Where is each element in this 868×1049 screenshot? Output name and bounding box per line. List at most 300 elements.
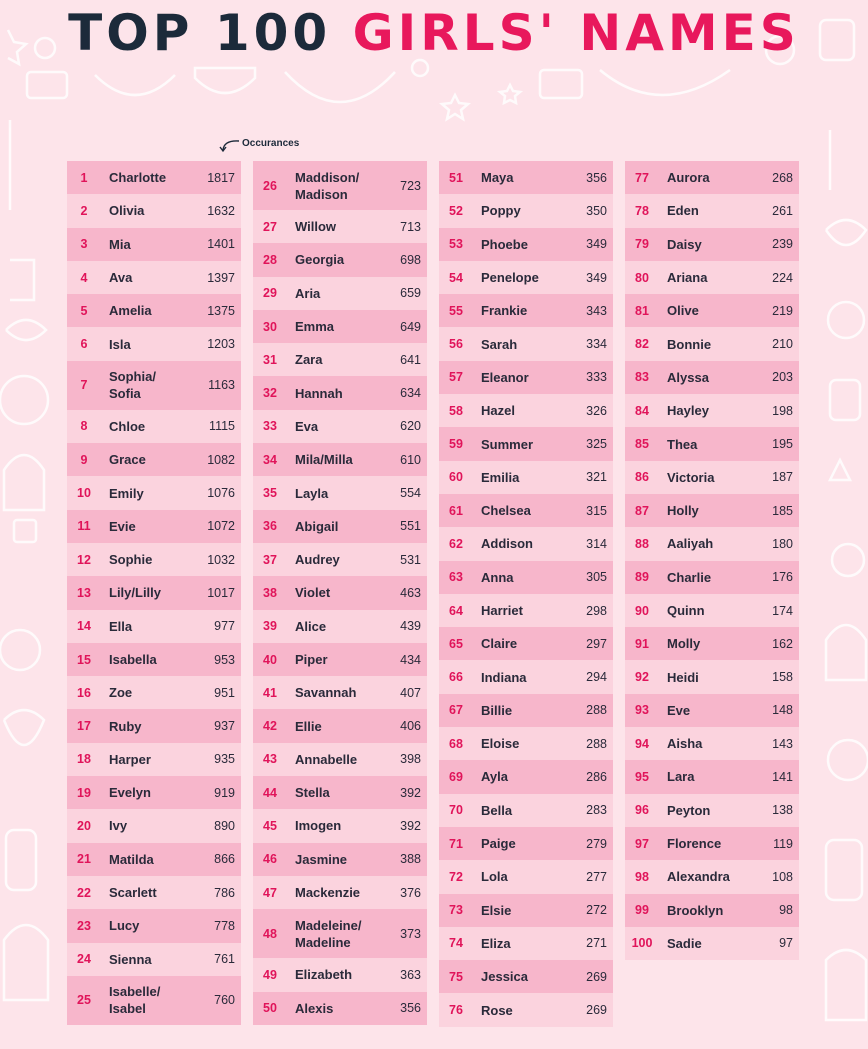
occurrence-count: 649 bbox=[400, 319, 421, 334]
name-row bbox=[439, 860, 613, 893]
girl-name: Ellie bbox=[295, 718, 322, 734]
girl-name: Lara bbox=[667, 769, 695, 785]
name-row bbox=[625, 794, 799, 827]
girl-name: Aurora bbox=[667, 170, 710, 186]
rank-number: 69 bbox=[449, 769, 463, 784]
rank-number: 85 bbox=[635, 437, 649, 452]
girl-name: Aisha bbox=[667, 736, 703, 752]
rank-number: 71 bbox=[449, 836, 463, 851]
name-row bbox=[67, 943, 241, 976]
occurrence-count: 1632 bbox=[207, 203, 235, 218]
occurrence-count: 531 bbox=[400, 552, 421, 567]
name-row bbox=[67, 228, 241, 261]
occurrence-count: 1076 bbox=[207, 486, 235, 501]
occurrence-count: 333 bbox=[586, 370, 607, 385]
occurrence-count: 376 bbox=[400, 885, 421, 900]
rank-number: 74 bbox=[449, 936, 463, 951]
name-row bbox=[253, 676, 427, 709]
page-title bbox=[0, 0, 868, 70]
girl-name: Zoe bbox=[109, 685, 133, 701]
girl-name: Grace bbox=[109, 452, 146, 468]
occurrence-count: 97 bbox=[779, 936, 793, 951]
girl-name: Alexis bbox=[295, 1000, 334, 1016]
girl-name: Claire bbox=[481, 636, 518, 652]
girl-name: Paige bbox=[481, 836, 516, 852]
rank-number: 93 bbox=[635, 703, 649, 718]
rank-number: 3 bbox=[80, 237, 88, 252]
girl-name: Georgia bbox=[295, 252, 345, 268]
rank-number: 32 bbox=[263, 386, 277, 401]
name-row bbox=[253, 243, 427, 276]
name-row bbox=[253, 343, 427, 376]
girl-name: Harper bbox=[109, 751, 151, 767]
name-row bbox=[439, 161, 613, 194]
name-row bbox=[439, 894, 613, 927]
occurrence-count: 180 bbox=[772, 536, 793, 551]
girl-name: Emily bbox=[109, 485, 144, 501]
occurrence-count: 185 bbox=[772, 503, 793, 518]
name-row bbox=[625, 361, 799, 394]
occurrence-count: 286 bbox=[586, 769, 607, 784]
rank-number: 52 bbox=[449, 203, 463, 218]
girl-name: Isla bbox=[109, 336, 131, 352]
girl-name: Piper bbox=[295, 652, 328, 667]
girl-name: Isabelle/ Isabel bbox=[109, 984, 161, 1017]
girl-name: Ella bbox=[109, 618, 133, 634]
girl-name: Layla bbox=[295, 485, 329, 501]
rank-number: 70 bbox=[449, 803, 463, 818]
name-row bbox=[625, 827, 799, 860]
name-row bbox=[67, 294, 241, 327]
girl-name: Quinn bbox=[667, 603, 705, 618]
rank-number: 11 bbox=[77, 519, 91, 534]
occurrence-count: 349 bbox=[586, 237, 607, 252]
girl-name: Jasmine bbox=[295, 851, 348, 867]
girl-name: Thea bbox=[667, 436, 698, 452]
name-row bbox=[625, 561, 799, 594]
girl-name: Chloe bbox=[109, 418, 146, 434]
occurrence-count: 1401 bbox=[207, 237, 235, 252]
occurrence-count: 98 bbox=[779, 903, 793, 918]
name-row bbox=[625, 294, 799, 327]
rank-number: 25 bbox=[77, 993, 91, 1008]
rank-number: 31 bbox=[263, 352, 277, 367]
rank-number: 81 bbox=[635, 303, 649, 318]
occurrence-count: 786 bbox=[214, 885, 235, 900]
name-row bbox=[67, 909, 241, 942]
girl-name: Eve bbox=[667, 702, 691, 718]
rank-number: 88 bbox=[635, 536, 649, 551]
name-row bbox=[439, 660, 613, 693]
girl-name: Sarah bbox=[481, 336, 518, 352]
name-row bbox=[67, 410, 241, 443]
occurrence-count: 398 bbox=[400, 752, 421, 767]
name-row bbox=[625, 594, 799, 627]
rank-number: 83 bbox=[635, 370, 649, 385]
girl-name: Evie bbox=[109, 518, 136, 534]
rank-number: 84 bbox=[635, 403, 649, 418]
girl-name: Rose bbox=[481, 1002, 513, 1018]
rank-number: 42 bbox=[263, 719, 277, 734]
girl-name: Charlie bbox=[667, 569, 712, 585]
name-row bbox=[253, 809, 427, 842]
girl-name: Summer bbox=[481, 436, 534, 452]
girl-name: Mila/Milla bbox=[295, 452, 353, 468]
name-row bbox=[253, 310, 427, 343]
rank-number: 37 bbox=[263, 552, 277, 567]
rank-number: 77 bbox=[635, 170, 649, 185]
occurrence-count: 343 bbox=[586, 303, 607, 318]
rank-number: 75 bbox=[449, 969, 463, 984]
occurrence-count: 760 bbox=[214, 993, 235, 1008]
rank-number: 18 bbox=[77, 752, 91, 767]
occurrence-count: 195 bbox=[772, 437, 793, 452]
occurrence-count: 551 bbox=[400, 519, 421, 534]
names-column-3 bbox=[439, 161, 613, 1027]
name-row bbox=[625, 627, 799, 660]
name-row bbox=[253, 610, 427, 643]
occurrence-count: 698 bbox=[400, 252, 421, 267]
name-row bbox=[439, 594, 613, 627]
names-column-4 bbox=[625, 161, 799, 960]
rank-number: 22 bbox=[77, 885, 91, 900]
name-row bbox=[67, 809, 241, 842]
name-row bbox=[625, 161, 799, 194]
occurrence-count: 288 bbox=[586, 703, 607, 718]
girl-name: Anna bbox=[481, 569, 514, 585]
occurrence-count: 1817 bbox=[207, 170, 235, 185]
name-row bbox=[67, 161, 241, 194]
occurrence-count: 953 bbox=[214, 652, 235, 667]
rank-number: 39 bbox=[263, 619, 277, 634]
rank-number: 14 bbox=[77, 619, 91, 634]
rank-number: 53 bbox=[449, 237, 463, 252]
rank-number: 54 bbox=[449, 270, 463, 285]
occurrence-count: 203 bbox=[772, 370, 793, 385]
rank-number: 56 bbox=[449, 337, 463, 352]
name-row bbox=[253, 958, 427, 991]
occurrence-count: 198 bbox=[772, 403, 793, 418]
occurrence-count: 224 bbox=[772, 270, 793, 285]
occurrence-count: 334 bbox=[586, 337, 607, 352]
name-row bbox=[67, 476, 241, 509]
rank-number: 76 bbox=[449, 1003, 463, 1018]
name-row bbox=[439, 827, 613, 860]
occurrence-count: 641 bbox=[400, 352, 421, 367]
name-row bbox=[439, 927, 613, 960]
girl-name: Ayla bbox=[481, 769, 508, 785]
girl-name: Scarlett bbox=[109, 885, 157, 901]
rank-number: 27 bbox=[263, 219, 277, 234]
rank-number: 6 bbox=[80, 337, 88, 352]
occurrence-count: 279 bbox=[586, 836, 607, 851]
girl-name: Mackenzie bbox=[295, 885, 361, 901]
occurrence-count: 271 bbox=[586, 936, 607, 951]
girl-name: Aria bbox=[295, 285, 321, 301]
occurrence-count: 349 bbox=[586, 270, 607, 285]
name-row bbox=[253, 476, 427, 509]
girl-name: Lucy bbox=[109, 918, 140, 934]
rank-number: 89 bbox=[635, 570, 649, 585]
girl-name: Eden bbox=[667, 203, 699, 219]
name-row bbox=[439, 327, 613, 360]
name-row bbox=[625, 228, 799, 261]
name-row bbox=[439, 794, 613, 827]
girl-name: Imogen bbox=[295, 818, 342, 834]
name-row bbox=[625, 394, 799, 427]
rank-number: 4 bbox=[80, 270, 88, 285]
occurrence-count: 919 bbox=[214, 785, 235, 800]
girl-name: Sienna bbox=[109, 951, 152, 967]
girl-name: Madeleine/ Madeline bbox=[295, 917, 362, 950]
name-row bbox=[625, 727, 799, 760]
name-row bbox=[439, 294, 613, 327]
girl-name: Hannah bbox=[295, 385, 343, 401]
title-part-1: TOP 100 bbox=[68, 4, 332, 62]
girl-name: Billie bbox=[481, 702, 513, 718]
girl-name: Annabelle bbox=[295, 751, 358, 767]
occurrence-count: 325 bbox=[586, 437, 607, 452]
girl-name: Stella bbox=[295, 785, 330, 801]
name-row bbox=[253, 277, 427, 310]
rank-number: 2 bbox=[80, 203, 88, 218]
rank-number: 8 bbox=[80, 419, 88, 434]
girl-name: Eva bbox=[295, 418, 319, 434]
rank-number: 43 bbox=[263, 752, 277, 767]
name-row bbox=[253, 443, 427, 476]
rank-number: 40 bbox=[263, 652, 277, 667]
girl-name: Alice bbox=[295, 618, 327, 634]
occurrence-count: 162 bbox=[772, 636, 793, 651]
occurrence-count: 298 bbox=[586, 603, 607, 618]
occurrence-count: 210 bbox=[772, 337, 793, 352]
rank-number: 35 bbox=[263, 486, 277, 501]
occurrence-count: 713 bbox=[400, 219, 421, 234]
rank-number: 33 bbox=[263, 419, 277, 434]
name-row bbox=[253, 843, 427, 876]
title-part-2: GIRLS' NAMES bbox=[352, 4, 800, 62]
occurrence-count: 1375 bbox=[207, 303, 235, 318]
rank-number: 86 bbox=[635, 470, 649, 485]
names-column-2 bbox=[253, 161, 427, 1025]
occurrence-count: 363 bbox=[400, 967, 421, 982]
rank-number: 41 bbox=[263, 685, 277, 700]
rank-number: 34 bbox=[263, 452, 277, 467]
rank-number: 82 bbox=[635, 337, 649, 352]
occurrence-count: 108 bbox=[772, 869, 793, 884]
name-row bbox=[439, 993, 613, 1026]
name-row bbox=[439, 261, 613, 294]
name-row bbox=[67, 327, 241, 360]
name-row bbox=[439, 427, 613, 460]
rank-number: 9 bbox=[80, 452, 88, 467]
girl-name: Ariana bbox=[667, 270, 708, 286]
name-row bbox=[253, 909, 427, 958]
name-row bbox=[625, 261, 799, 294]
rank-number: 46 bbox=[263, 852, 277, 867]
occurrence-count: 269 bbox=[586, 1003, 607, 1018]
girl-name: Sadie bbox=[667, 935, 702, 951]
rank-number: 38 bbox=[263, 585, 277, 600]
occurrence-count: 294 bbox=[586, 670, 607, 685]
occurrence-count: 219 bbox=[772, 303, 793, 318]
girl-name: Molly bbox=[667, 636, 701, 652]
rank-number: 45 bbox=[263, 818, 277, 833]
girl-name: Audrey bbox=[295, 552, 340, 568]
occurrence-count: 356 bbox=[586, 170, 607, 185]
name-row bbox=[253, 161, 427, 210]
name-row bbox=[625, 760, 799, 793]
girl-name: Daisy bbox=[667, 236, 702, 252]
name-row bbox=[439, 760, 613, 793]
rank-number: 23 bbox=[77, 918, 91, 933]
rank-number: 19 bbox=[77, 785, 91, 800]
rank-number: 20 bbox=[77, 818, 91, 833]
name-row bbox=[67, 510, 241, 543]
occurrence-count: 434 bbox=[400, 652, 421, 667]
occurrence-count: 148 bbox=[772, 703, 793, 718]
rank-number: 10 bbox=[77, 486, 91, 501]
occurrence-count: 315 bbox=[586, 503, 607, 518]
rank-number: 87 bbox=[635, 503, 649, 518]
occurrence-count: 187 bbox=[772, 470, 793, 485]
rank-number: 58 bbox=[449, 403, 463, 418]
occurrence-count: 761 bbox=[214, 952, 235, 967]
rank-number: 48 bbox=[263, 926, 277, 941]
rank-number: 29 bbox=[263, 286, 277, 301]
girl-name: Sophia/ Sofia bbox=[109, 369, 156, 402]
name-row bbox=[67, 843, 241, 876]
girl-name: Florence bbox=[667, 836, 722, 852]
rank-number: 17 bbox=[77, 719, 91, 734]
occurrence-count: 406 bbox=[400, 719, 421, 734]
name-row bbox=[253, 743, 427, 776]
occurrence-count: 288 bbox=[586, 736, 607, 751]
name-row bbox=[625, 694, 799, 727]
girl-name: Emma bbox=[295, 319, 335, 335]
name-row bbox=[625, 860, 799, 893]
girl-name: Matilda bbox=[109, 851, 154, 867]
rank-number: 68 bbox=[449, 736, 463, 751]
rank-number: 67 bbox=[449, 703, 463, 718]
rank-number: 26 bbox=[263, 178, 277, 193]
rank-number: 62 bbox=[449, 536, 463, 551]
occurrence-count: 1082 bbox=[207, 452, 235, 467]
occurrence-count: 659 bbox=[400, 286, 421, 301]
rank-number: 15 bbox=[77, 652, 91, 667]
name-row bbox=[253, 210, 427, 243]
girl-name: Alexandra bbox=[667, 869, 730, 885]
rank-number: 92 bbox=[635, 670, 649, 685]
girl-name: Poppy bbox=[481, 203, 521, 219]
name-row bbox=[67, 876, 241, 909]
rank-number: 21 bbox=[77, 852, 91, 867]
occurrence-count: 935 bbox=[214, 752, 235, 767]
girl-name: Eliza bbox=[481, 935, 511, 951]
girl-name: Chelsea bbox=[481, 503, 531, 519]
rank-number: 44 bbox=[263, 785, 277, 800]
name-row bbox=[439, 361, 613, 394]
girl-name: Peyton bbox=[667, 802, 711, 818]
rank-number: 5 bbox=[80, 303, 88, 318]
occurrence-count: 261 bbox=[772, 203, 793, 218]
name-row bbox=[439, 694, 613, 727]
name-row bbox=[253, 776, 427, 809]
rank-number: 50 bbox=[263, 1001, 277, 1016]
occurrence-count: 373 bbox=[400, 926, 421, 941]
rank-number: 72 bbox=[449, 869, 463, 884]
girl-name: Willow bbox=[295, 219, 337, 235]
rank-number: 97 bbox=[635, 836, 649, 851]
girl-name: Savannah bbox=[295, 685, 357, 701]
rank-number: 94 bbox=[635, 736, 649, 751]
girl-name: Bonnie bbox=[667, 336, 712, 352]
name-row bbox=[439, 228, 613, 261]
name-row bbox=[67, 976, 241, 1025]
occurrence-count: 977 bbox=[214, 619, 235, 634]
rank-number: 16 bbox=[77, 685, 91, 700]
name-row bbox=[625, 894, 799, 927]
rank-number: 60 bbox=[449, 470, 463, 485]
rank-number: 80 bbox=[635, 270, 649, 285]
occurrence-count: 239 bbox=[772, 237, 793, 252]
rank-number: 63 bbox=[449, 570, 463, 585]
girl-name: Hayley bbox=[667, 403, 709, 419]
girl-name: Frankie bbox=[481, 303, 528, 319]
occurrence-count: 407 bbox=[400, 685, 421, 700]
name-row bbox=[625, 327, 799, 360]
girl-name: Zara bbox=[295, 352, 323, 368]
girl-name: Phoebe bbox=[481, 236, 528, 252]
girl-name: Hazel bbox=[481, 403, 515, 419]
occurrence-count: 1032 bbox=[207, 552, 235, 567]
rank-number: 65 bbox=[449, 636, 463, 651]
name-row bbox=[625, 527, 799, 560]
name-row bbox=[67, 576, 241, 609]
occurrence-count: 610 bbox=[400, 452, 421, 467]
name-row bbox=[439, 960, 613, 993]
occurrence-count: 620 bbox=[400, 419, 421, 434]
occurrence-count: 268 bbox=[772, 170, 793, 185]
occurrences-label: Occurances bbox=[242, 138, 300, 149]
girl-name: Violet bbox=[295, 585, 331, 601]
occurrence-count: 272 bbox=[586, 903, 607, 918]
girl-name: Sophie bbox=[109, 552, 153, 568]
name-row bbox=[439, 627, 613, 660]
girl-name: Ava bbox=[109, 270, 133, 286]
name-row bbox=[253, 376, 427, 409]
name-row bbox=[439, 394, 613, 427]
girl-name: Elsie bbox=[481, 902, 512, 918]
rank-number: 79 bbox=[635, 237, 649, 252]
name-row bbox=[625, 461, 799, 494]
name-row bbox=[67, 676, 241, 709]
name-row bbox=[439, 527, 613, 560]
name-row bbox=[625, 927, 799, 960]
name-row bbox=[67, 776, 241, 809]
name-row bbox=[253, 876, 427, 909]
girl-name: Indiana bbox=[481, 669, 527, 685]
occurrence-count: 174 bbox=[772, 603, 793, 618]
name-row bbox=[67, 543, 241, 576]
girl-name: Eleanor bbox=[481, 369, 529, 385]
rank-number: 59 bbox=[449, 437, 463, 452]
girl-name: Olivia bbox=[109, 203, 145, 219]
occurrence-count: 269 bbox=[586, 969, 607, 984]
girl-name: Amelia bbox=[109, 303, 152, 319]
occurrence-count: 1397 bbox=[207, 270, 235, 285]
curved-arrow-icon bbox=[218, 136, 240, 154]
